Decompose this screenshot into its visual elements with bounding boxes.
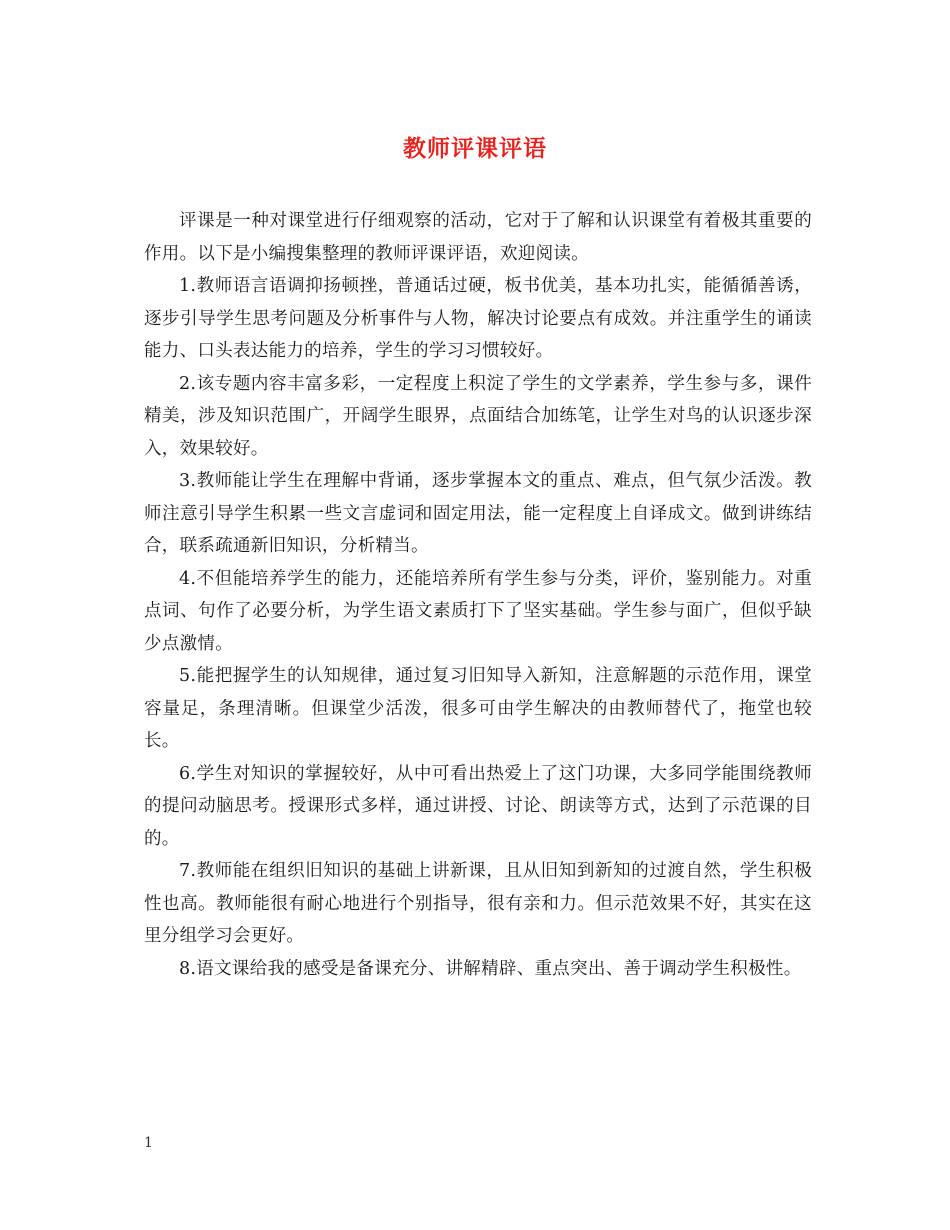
comment-paragraph-3: 3.教师能让学生在理解中背诵，逐步掌握本文的重点、难点，但气氛少活泼。教师注意引导学生积累一些文言虚词和固定用法，能一定程度上自译成文。做到讲练结合，联系疏通新旧知识，分析精当。 xyxy=(144,471,812,556)
comment-paragraph-6: 6.学生对知识的掌握较好，从中可看出热爱上了这门功课，大多同学能围绕教师的提问动脑思考。授课形式多样，通过讲授、讨论、朗读等方式，达到了示范课的目的。 xyxy=(144,763,812,849)
comment-paragraph-8: 8.语文课给我的感受是备课充分、讲解精辟、重点突出、善于调动学生积极性。 xyxy=(179,958,802,979)
document-body xyxy=(144,205,812,985)
comment-paragraph-1: 1.教师语言语调抑扬顿挫，普通话过硬，板书优美，基本功扎实，能循循善诱，逐步引导学生思考问题及分析事件与人物，解决讨论要点有成效。并注重学生的诵读能力、口头表达能力的培养，学生的学习习惯较好。 xyxy=(144,276,812,361)
comment-paragraph-4: 4.不但能培养学生的能力，还能培养所有学生参与分类，评价，鉴别能力。对重点词、句作了必要分析，为学生语文素质打下了坚实基础。学生参与面广，但似乎缺少点激情。 xyxy=(144,568,812,654)
comment-paragraph-5: 5.能把握学生的认知规律，通过复习旧知导入新知，注意解题的示范作用，课堂容量足，条理清晰。但课堂少活泼，很多可由学生解决的由教师替代了，拖堂也较长。 xyxy=(144,666,812,751)
comment-paragraph-7: 7.教师能在组织旧知识的基础上讲新课，且从旧知到新知的过渡自然，学生积极性也高。教师能很有耐心地进行个别指导，很有亲和力。但示范效果不好，其实在这里分组学习会更好。 xyxy=(144,861,812,946)
intro-paragraph: 评课是一种对课堂进行仔细观察的活动，它对于了解和认识课堂有着极其重要的作用。以下是小编搜集整理的教师评课评语，欢迎阅读。 xyxy=(144,211,812,264)
page-number: 1 xyxy=(144,1135,153,1151)
comment-paragraph-2: 2.该专题内容丰富多彩，一定程度上积淀了学生的文学素养，学生参与多，课件精美，涉及知识范围广，开阔学生眼界，点面结合加练笔，让学生对鸟的认识逐步深入，效果较好。 xyxy=(144,373,812,459)
page-title: 教师评课评语 xyxy=(403,135,547,162)
